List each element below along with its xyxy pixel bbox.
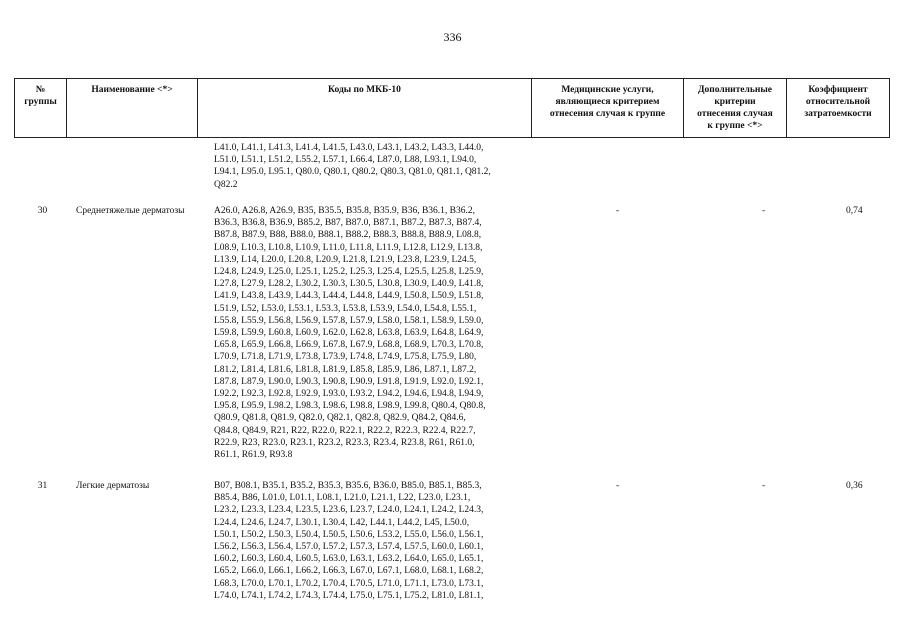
table-row-codes bbox=[214, 142, 491, 191]
header-name bbox=[67, 84, 197, 96]
header-text-line: отнесения случая bbox=[697, 109, 773, 119]
icd-code-line: Q84.8, Q84.9, R21, R22, R22.0, R22.1, R22.2, R22.3, R22.4, R22.7, bbox=[214, 425, 476, 436]
table-row-services: - bbox=[616, 206, 620, 216]
header-additional-criteria bbox=[684, 84, 786, 132]
table-row-codes bbox=[214, 205, 486, 461]
header-text-line: критерии bbox=[714, 97, 756, 107]
table-row-codes bbox=[214, 480, 483, 602]
icd-code-line: L27.8, L27.9, L28.2, L30.2, L30.3, L30.5, L30.8, L30.9, L40.9, L41.8, bbox=[214, 279, 484, 290]
header-text-line: являющиеся критерием bbox=[555, 97, 660, 107]
header-text-line: Медицинские услуги, bbox=[561, 85, 654, 95]
icd-code-line: L41.0, L41.1, L41.3, L41.4, L41.5, L43.0, L43.1, L43.2, L43.3, L44.0, bbox=[214, 143, 484, 153]
header-bottom-border bbox=[14, 137, 890, 138]
header-text-line: Дополнительные bbox=[697, 85, 772, 95]
header-cost-coefficient bbox=[787, 84, 889, 120]
icd-code-line: L13.9, L14, L20.0, L20.8, L20.9, L21.8, L21.9, L23.8, L23.9, L24.5, bbox=[214, 254, 477, 265]
icd-code-line: R22.9, R23, R23.0, R23.1, R23.2, R23.3, R23.4, R23.8, R61, R61.0, bbox=[214, 437, 475, 448]
icd-code-line: Q82.2 bbox=[214, 179, 238, 190]
icd-code-line: R61.1, R61.9, R93.8 bbox=[214, 450, 293, 461]
icd-code-line: B85.4, B86, L01.0, L01.1, L08.1, L21.0, L21.1, L22, L23.0, L23.1, bbox=[214, 493, 471, 504]
header-text-line: затратоемкости bbox=[804, 109, 872, 119]
icd-code-line: L60.2, L60.3, L60.4, L60.5, L63.0, L63.1, L63.2, L64.0, L65.0, L65.1, bbox=[214, 554, 484, 565]
icd-code-line: A26.0, A26.8, A26.9, B35, B35.5, B35.8, B35.9, B36, B36.1, B36.2, bbox=[214, 206, 476, 216]
header-top-border bbox=[14, 78, 890, 79]
icd-code-line: B07, B08.1, B35.1, B35.2, B35.3, B35.6, B36.0, B85.0, B85.1, B85.3, bbox=[214, 481, 482, 491]
icd-code-line: L74.0, L74.1, L74.2, L74.3, L74.4, L75.0, L75.1, L75.2, L81.0, L81.1, bbox=[214, 590, 484, 601]
icd-code-line: L65.2, L66.0, L66.1, L66.2, L66.3, L67.0, L67.1, L68.0, L68.1, L68.2, bbox=[214, 566, 484, 577]
header-text-line: № bbox=[35, 85, 46, 95]
icd-code-line: L24.8, L24.9, L25.0, L25.1, L25.2, L25.3, L25.4, L25.5, L25.8, L25.9, bbox=[214, 267, 484, 278]
table-row-services: - bbox=[616, 481, 620, 491]
icd-code-line: L87.8, L87.9, L90.0, L90.3, L90.8, L90.9, L91.8, L91.9, L92.0, L92.1, bbox=[214, 376, 484, 387]
icd-code-line: L81.2, L81.4, L81.6, L81.8, L81.9, L85.8, L85.9, L86, L87.1, L87.2, bbox=[214, 364, 477, 375]
icd-code-line: L55.8, L55.9, L56.8, L56.9, L57.8, L57.9, L58.0, L58.1, L58.9, L59.0, bbox=[214, 315, 484, 326]
icd-code-line: L51.0, L51.1, L51.2, L55.2, L57.1, L66.4, L87.0, L88, L93.1, L94.0, bbox=[214, 155, 477, 166]
header-text-line: относительной bbox=[805, 97, 871, 107]
icd-code-line: Q80.9, Q81.8, Q81.9, Q82.0, Q82.1, Q82.8, Q82.9, Q84.2, Q84.6, bbox=[214, 413, 466, 424]
icd-code-line: L56.2, L56.3, L56.4, L57.0, L57.2, L57.3, L57.4, L57.5, L60.0, L60.1, bbox=[214, 542, 484, 553]
table-row-additional-criteria: - bbox=[762, 481, 766, 491]
icd-code-line: L94.1, L95.0, L95.1, Q80.0, Q80.1, Q80.2, Q80.3, Q81.0, Q81.1, Q81.2, bbox=[214, 167, 491, 178]
icd-code-line: L23.2, L23.3, L23.4, L23.5, L23.6, L23.7, L24.0, L24.1, L24.2, L24.3, bbox=[214, 505, 484, 516]
table-row-name: Легкие дерматозы bbox=[76, 481, 150, 491]
icd-code-line: L70.9, L71.8, L71.9, L73.8, L73.9, L74.8, L74.9, L75.8, L75.9, L80, bbox=[214, 352, 477, 363]
icd-code-line: L24.4, L24.6, L24.7, L30.1, L30.4, L42, L44.1, L44.2, L45, L50.0, bbox=[214, 517, 470, 528]
table-row-coefficient: 0,36 bbox=[846, 481, 863, 491]
table-row-coefficient: 0,74 bbox=[846, 206, 863, 216]
icd-code-line: L92.2, L92.3, L92.8, L92.9, L93.0, L93.2, L94.2, L94.6, L94.8, L94.9, bbox=[214, 389, 484, 400]
header-text-line: Наименование <*> bbox=[91, 85, 173, 95]
header-text-line: Коды по МКБ-10 bbox=[328, 85, 401, 95]
icd-code-line: L65.8, L65.9, L66.8, L66.9, L67.8, L67.9, L68.8, L68.9, L70.3, L70.8, bbox=[214, 340, 484, 351]
header-medical-services bbox=[532, 84, 683, 120]
table-row-additional-criteria: - bbox=[762, 206, 766, 216]
header-text-line: Коэффициент bbox=[808, 85, 868, 95]
header-group-number bbox=[15, 84, 66, 108]
table-row-group-number: 31 bbox=[37, 481, 48, 491]
icd-code-line: L50.1, L50.2, L50.3, L50.4, L50.5, L50.6, L53.2, L55.0, L56.0, L56.1, bbox=[214, 529, 484, 540]
header-text-line: к группе <*> bbox=[707, 121, 763, 131]
icd-code-line: L41.9, L43.8, L43.9, L44.3, L44.4, L44.8, L44.9, L50.8, L50.9, L51.8, bbox=[214, 291, 484, 302]
icd-code-line: L08.9, L10.3, L10.8, L10.9, L11.0, L11.8, L11.9, L12.8, L12.9, L13.8, bbox=[214, 242, 483, 253]
icd-code-line: B87.8, B87.9, B88, B88.0, B88.1, B88.2, B88.3, B88.8, B88.9, L08.8, bbox=[214, 230, 482, 241]
header-text-line: группы bbox=[24, 97, 57, 107]
table-row-name: Среднетяжелые дерматозы bbox=[76, 206, 185, 216]
icd-code-line: L59.8, L59.9, L60.8, L60.9, L62.0, L62.8, L63.8, L63.9, L64.8, L64.9, bbox=[214, 328, 484, 339]
page-number: 336 bbox=[443, 30, 462, 44]
col-divider bbox=[889, 78, 890, 138]
table-row-group-number: 30 bbox=[37, 206, 48, 216]
icd-code-line: L51.9, L52, L53.0, L53.1, L53.3, L53.8, L53.9, L54.0, L54.8, L55.1, bbox=[214, 303, 477, 314]
header-text-line: отнесения случая к группе bbox=[549, 109, 666, 119]
header-icd-codes bbox=[198, 84, 531, 96]
icd-code-line: L68.3, L70.0, L70.1, L70.2, L70.4, L70.5, L71.0, L71.1, L73.0, L73.1, bbox=[214, 578, 484, 589]
icd-code-line: L95.8, L95.9, L98.2, L98.3, L98.6, L98.8, L98.9, L99.8, Q80.4, Q80.8, bbox=[214, 401, 486, 412]
icd-code-line: B36.3, B36.8, B36.9, B85.2, B87, B87.0, B87.1, B87.2, B87.3, B87.4, bbox=[214, 218, 482, 229]
